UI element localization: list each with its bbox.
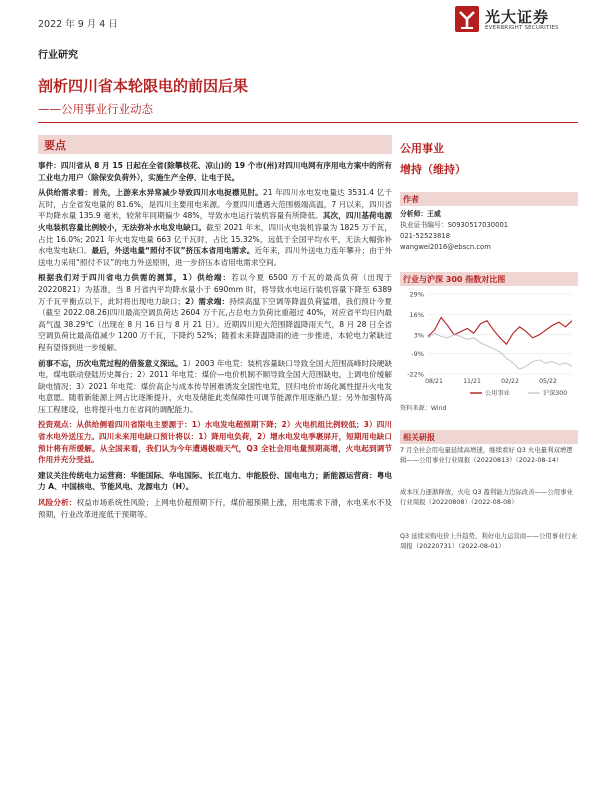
summary-run: 1）2003 年电荒：装机容量缺口导致全国大范围高峰时段硬缺电，煤电联动登陆历史舞台；2）2011 年电荒：煤价—电价机制不顺导致全国大范围缺电，上调电价缓解缺电情况；3）2021 年电荒：煤价高企与成本传导困难诱发全国性电荒，回归电价市场化属性提升火电发电意愿。随着新能源上网占比逐渐提升，火电及储能此类保障性可调节能源作用逐渐凸显；另外加强特高压工程建设，也将提升电力在省间的调配能力。 <box>38 358 392 414</box>
sector-rating: 增持（维持） <box>400 163 466 176</box>
summary-run: 近年来，四川外送电力连年攀升；由于外送电力采用“照付不议”的电力外送原则，进一步挤压本省用电需求空间。 <box>38 246 393 267</box>
summary-run: 21 年四川水电发电量达 3531.4 亿千瓦时，占全省发电量的 81.6%，是四川主要用电来源。今夏四川遭遇大范围极端高温，7 月以来，四川省平均降水量 135.9 毫米，较常年同期偏少 48%，导致水电运行装机容量有所降低。 <box>38 188 392 221</box>
legend-label: 沪深300 <box>543 390 568 397</box>
summary-run: 投资观点：从供给侧看四川省限电主要源于：1）水电发电超预期下降；2）火电机组比例较低；3）四川省水电外送压力。四川未来用电缺口预计将以：1）降用电负荷，2）增水电发电季裹屏开，短期用电缺口预计将有所缓解。从全国来看，我们认为今年遭遇极端天气，Q3 全社会用电量预期高增，火电起到调节作用并充分受益。 <box>38 420 392 465</box>
report-category: 行业研究 <box>38 50 78 61</box>
summary-paragraph <box>38 470 392 493</box>
summary-run: 最后，外送电量“照付不议”挤压本省用电需求。 <box>91 246 255 256</box>
related-report-2[interactable]: 成本压力逐渐释放，火电 Q3 盈利能力边际改善——公用事业行业周报（20220808）（2022-08-08） <box>400 488 573 506</box>
summary-run: 若以今夏 6500 万千瓦的最高负荷（出现于 20220821）为基准，当 8 月省内平均降水量小于 690mm 时，将导致水电运行装机容量下降至 6389 万千瓦平衡点以下，此时将出现电力缺口； <box>38 273 392 306</box>
summary-paragraph <box>38 272 392 353</box>
summary-run: 风险分析： <box>38 498 77 508</box>
summary-heading-bar <box>38 135 392 154</box>
summary-run: 前事不忘，历次电荒过程的借鉴意义深远。 <box>38 358 183 368</box>
x-tick-label: 08/21 <box>425 378 443 385</box>
logo-text-cn: 光大证券 <box>485 8 550 26</box>
summary-run: 建议关注传统电力运营商：华能国际、华电国际、长江电力、申能股份、国电电力；新能源运营商：粤电力 A、中国核电、节能风电、龙源电力（H）。 <box>38 470 392 492</box>
summary-paragraph <box>38 160 392 183</box>
y-tick-label: 3% <box>413 331 424 340</box>
summary-run: 截至 2021 年末，四川火电装机容量为 1825 万千瓦，占比 16.0%; 2021 年火电发电量 663 亿千瓦时，占比 15.32%，远低于全国平均水平，无法大幅弥补水电发电缺口。 <box>38 222 393 256</box>
analyst-phone: 021-52523818 <box>400 232 451 240</box>
series-line-0 <box>428 318 572 345</box>
summary-body <box>38 160 392 524</box>
x-tick-label: 05/22 <box>539 378 557 385</box>
analyst-name: 分析师：王威 <box>400 210 441 218</box>
legend-label: 公用事业 <box>485 390 510 397</box>
analyst-license: 执业证书编号：S0930517030001 <box>400 221 509 229</box>
title-divider <box>38 122 578 123</box>
related-report-3[interactable]: Q3 延续采购电价上升趋势，利好电力运营商——公用事业行业周报（20220731）（2022-08-01） <box>400 532 578 550</box>
y-tick-label: -9% <box>411 350 424 359</box>
logo-mark-icon <box>455 6 479 32</box>
y-tick-label: 16% <box>409 310 424 319</box>
chart-heading: 行业与沪深 300 指数对比图 <box>403 275 506 284</box>
brand-logo <box>455 6 575 36</box>
x-tick-label: 02/22 <box>501 378 519 385</box>
related-heading: 相关研报 <box>403 433 435 442</box>
summary-run: 2）需求端： <box>185 296 230 306</box>
report-subtitle: ——公用事业行业动态 <box>38 102 153 116</box>
index-comparison-chart <box>400 288 578 400</box>
summary-heading: 要点 <box>44 139 66 152</box>
sector-name: 公用事业 <box>400 142 444 155</box>
summary-run: 根据我们对于四川省电力供需的测算，1）供给端： <box>38 273 232 283</box>
related-report-1[interactable]: 7 月全社会用电量延续高增速，继续看好 Q3 火电量利双增逻辑——公用事业行业周报（20220813）（2022-08-14） <box>400 446 573 464</box>
y-tick-label: -22% <box>407 370 424 379</box>
summary-run: 其次，四川基荷电源火电装机容量比例较小，无法弥补水电发电缺口。 <box>38 211 393 232</box>
summary-run: 权益市场系统性风险；上网电价超预期下行，煤价超预期上涨，用电需求下滑，水电来水不及预期，行业改革进度低于预期等。 <box>38 498 393 519</box>
summary-run: 事件：四川省从 8 月 15 日起在全省(除攀枝花、凉山)的 19 个市(州)对四川电网有序用电方案中的所有工业电力用户（除保安负荷外），实施生产全停、让电于民。 <box>38 161 392 182</box>
analyst-email[interactable]: wangwei2016@ebscn.com <box>400 243 491 251</box>
summary-paragraph <box>38 358 392 416</box>
summary-run: 持续高温下空调等降温负荷猛增，我们预计今夏（截至 2022.08.26)四川最高空调负荷达 2604 万千瓦,占总电力负荷比重超过 40%，对应省平均日内最高气温 38.29℃（出现在 8 月 16 日与 8 月 21 日）。近期四川迎大范围降温降雨天气，8 月 28 日全省空调负荷比最高值减少 1200 万千瓦，下降约 52%；随着未来降温降雨的进一步推进，本轮电力紧缺过程有望得到进一步缓解。 <box>38 296 393 352</box>
summary-paragraph <box>38 187 392 268</box>
logo-text-en: EVERBRIGHT SECURITIES <box>485 25 559 31</box>
summary-paragraph <box>38 497 392 520</box>
report-title: 剖析四川省本轮限电的前因后果 <box>38 77 249 95</box>
report-date: 2022 年 9 月 4 日 <box>38 19 118 30</box>
summary-run: 从供给需求看：首先，上游来水异常减少导致四川水电捉襟见肘。 <box>38 188 263 198</box>
summary-paragraph <box>38 419 392 465</box>
chart-source: 资料来源：Wind <box>400 405 447 412</box>
author-heading-bar <box>400 192 578 206</box>
y-tick-label: 29% <box>409 290 424 299</box>
author-heading: 作者 <box>403 195 419 204</box>
x-tick-label: 11/21 <box>463 378 481 385</box>
